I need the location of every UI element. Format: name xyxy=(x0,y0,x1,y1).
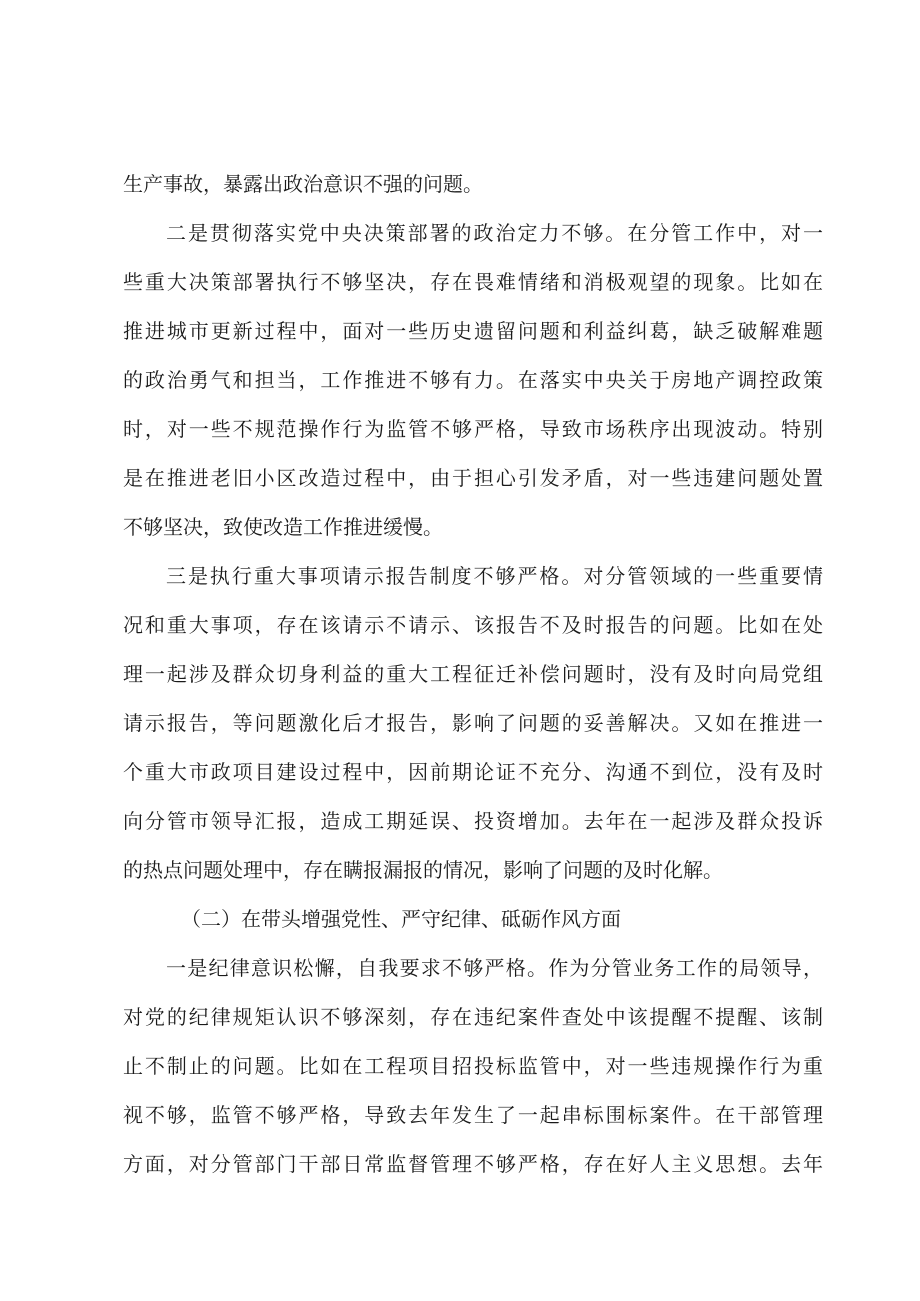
paragraph-line: 方面，对分管部门干部日常监督管理不够严格，存在好人主义思想。去年 xyxy=(123,1152,823,1176)
paragraph-line: 的政治勇气和担当，工作推进不够有力。在落实中央关于房地产调控政策 xyxy=(123,368,823,392)
paragraph-line: 是在推进老旧小区改造过程中，由于担心引发矛盾，对一些违建问题处置 xyxy=(123,466,823,490)
paragraph-line: 二是贯彻落实党中央决策部署的政治定力不够。在分管工作中，对一 xyxy=(166,221,823,245)
paragraph-line: 止不制止的问题。比如在工程项目招投标监管中，对一些违规操作行为重 xyxy=(123,1054,823,1078)
paragraph-line: 对党的纪律规矩认识不够深刻，存在违纪案件查处中该提醒不提醒、该制 xyxy=(123,1005,823,1029)
paragraph-line: 况和重大事项，存在该请示不请示、该报告不及时报告的问题。比如在处 xyxy=(123,613,823,637)
paragraph-line: 向分管市领导汇报，造成工期延误、投资增加。去年在一起涉及群众投诉 xyxy=(123,809,823,833)
paragraph-line: 生产事故，暴露出政治意识不强的问题。 xyxy=(123,172,483,196)
paragraph-line: 的热点问题处理中，存在瞒报漏报的情况，影响了问题的及时化解。 xyxy=(123,858,723,882)
paragraph-line: 时，对一些不规范操作行为监管不够严格，导致市场秩序出现波动。特别 xyxy=(123,417,823,441)
section-heading: （二）在带头增强党性、严守纪律、砥砺作风方面 xyxy=(181,907,621,931)
paragraph-line: 三是执行重大事项请示报告制度不够严格。对分管领域的一些重要情 xyxy=(166,564,823,588)
paragraph-line: 些重大决策部署执行不够坚决，存在畏难情绪和消极观望的现象。比如在 xyxy=(123,270,823,294)
paragraph-line: 理一起涉及群众切身利益的重大工程征迁补偿问题时，没有及时向局党组 xyxy=(123,662,823,686)
paragraph-line: 不够坚决，致使改造工作推进缓慢。 xyxy=(123,515,443,539)
paragraph-line: 视不够，监管不够严格，导致去年发生了一起串标围标案件。在干部管理 xyxy=(123,1103,823,1127)
paragraph-line: 请示报告，等问题激化后才报告，影响了问题的妥善解决。又如在推进一 xyxy=(123,711,823,735)
paragraph-line: 个重大市政项目建设过程中，因前期论证不充分、沟通不到位，没有及时 xyxy=(123,760,823,784)
paragraph-line: 推进城市更新过程中，面对一些历史遗留问题和利益纠葛，缺乏破解难题 xyxy=(123,319,823,343)
paragraph-line: 一是纪律意识松懈，自我要求不够严格。作为分管业务工作的局领导， xyxy=(166,956,823,980)
